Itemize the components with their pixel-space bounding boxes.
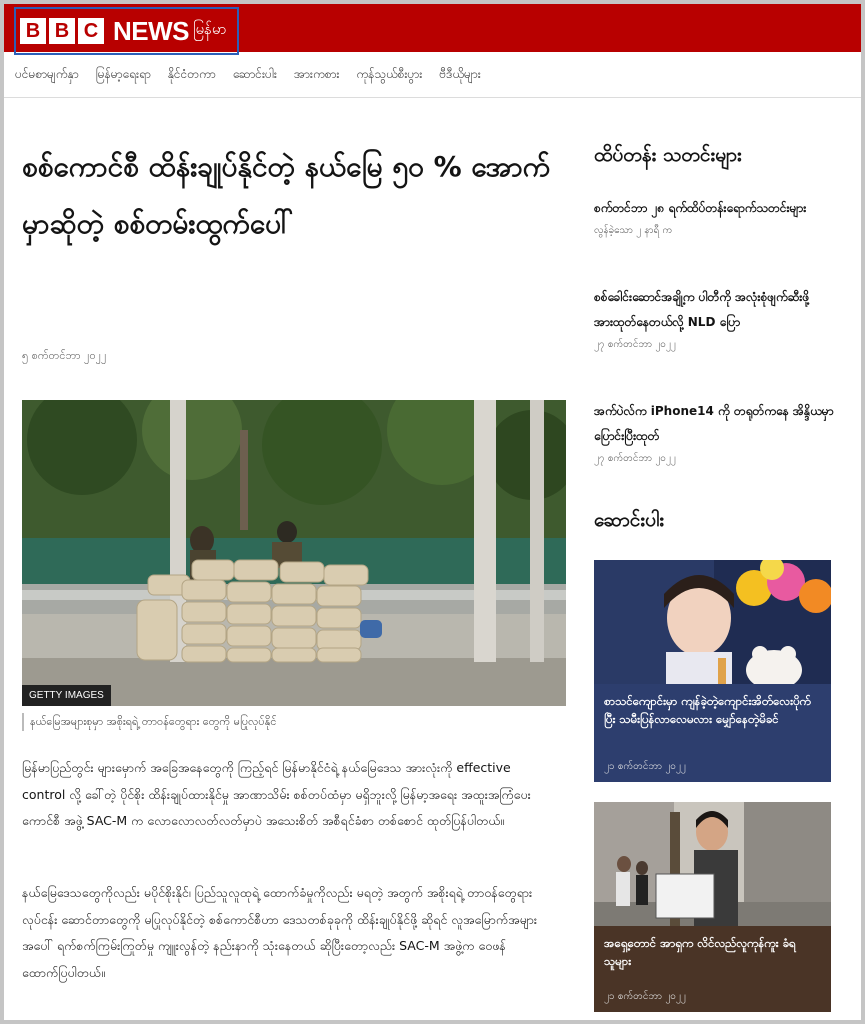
top-story-title[interactable]: စက်တင်ဘာ ၂၈ ရက်ထိပ်တန်းရောက်သတင်းများ — [594, 201, 807, 215]
top-story-title[interactable]: အက်ပဲလ်က iPhone14 ကို တရုတ်ကနေ အိန္ဒိယမှာ ပြောင်းပြီးထုတ် — [594, 404, 834, 443]
top-story-date: ၂၇ စက်တင်ဘာ ၂၀၂၂ — [594, 453, 676, 464]
bbc-news-logo-link[interactable] — [14, 7, 239, 55]
feature-card-date: ၂၁ စက်တင်ဘာ ၂၀၂၂ — [604, 761, 686, 772]
language-label: မြန်မာ — [193, 20, 227, 38]
nav-item-videos[interactable]: ဗီဒီယိုများ — [439, 66, 481, 81]
nav-item-business[interactable]: ကုန်သွယ်စီးပွား — [356, 66, 423, 81]
feature-card-title[interactable]: အရှေ့တောင် အာရှက လိင်လည်လူကုန်ကူး ခံရသူများ — [604, 936, 796, 968]
nav-item-home[interactable]: ပင်မစာမျက်နှာ — [15, 66, 79, 81]
top-story-title[interactable]: စစ်ခေါင်းဆောင်အချို့က ပါတီကို အလုံးစုံဖျက်ဆီးဖို့ အားထုတ်နေတယ်လို့ NLD ပြော — [594, 290, 810, 329]
article-paragraph: နယ်မြေဒေသတွေကိုလည်း မပိုင်စိုးနိုင်၊ ပြည်သူလူထုရဲ့ ထောက်ခံမှုကိုလည်း မရတဲ့ အတွက် အစိုးရရဲ့ တာဝန်တွေရား လုပ်ငန်း ဆောင်တာတွေကို မပြုလုပ်နိုင်တဲ့ စစ်ကောင်စီဟာ ဒေသတစ်ခုခုကို ထိန်းချုပ်နိုင်ဖို့ ဆိုရင် လူအမြောက်အများ အပေါ် ရက်စက်ကြမ်းကြုတ်မှု ကျူးလွန်တဲ့ နည်းနာကို သုံးနေတယ် ဆိုပြီးတော့လည်း SAC-M အဖွဲ့က ဝေဖန် ထောက်ပြပါတယ်။ — [22, 885, 538, 980]
top-story-item[interactable] — [594, 285, 834, 352]
article-paragraph: မြန်မာပြည်တွင်း များမှောက် အခြေအနေတွေကို ကြည့်ရင် မြန်မာနိုင်ငံရဲ့ နယ်မြေဒေသ အားလုံးကို effective control လို့ ခေါ်တဲ့ ပိုင်စိုး ထိန်းချုပ်ထားနိုင်မှု အာဏာသိမ်း စစ်တပ်ထံမှာ မရှိဘူးလို့ မြန်မာ့အရေး အထူးအကြံပေး ကောင်စီ အဖွဲ့ SAC-M က လောလောလတ်လတ်မှာပဲ အသေးစိတ် အစီရင်ခံစာ တစ်စောင် ထုတ်ပြန်ပါတယ်။ — [22, 760, 531, 828]
image-caption: နယ်မြေအများစုမှာ အစိုးရရဲ့ တာဝန်တွေရား တွေကို မပြုလုပ်နိုင် — [22, 713, 566, 731]
image-credit: GETTY IMAGES — [22, 685, 111, 706]
bbc-logo-block: B — [49, 18, 75, 44]
feature-card-date: ၂၁ စက်တင်ဘာ ၂၀၂၂ — [604, 991, 686, 1002]
feature-card[interactable] — [594, 560, 831, 782]
bbc-logo-block: B — [20, 18, 46, 44]
feature-card-panel — [594, 684, 831, 782]
article-hero-image — [22, 400, 566, 706]
news-wordmark: NEWS — [113, 15, 189, 46]
nav-item-features[interactable]: ဆောင်းပါး — [232, 66, 277, 81]
features-heading: ဆောင်းပါး — [594, 509, 665, 531]
top-story-item[interactable] — [594, 399, 834, 466]
top-story-date: လွန်ခဲ့သော ၂ နာရီ က — [594, 225, 673, 236]
article-headline: စစ်ကောင်စီ ထိန်းချုပ်နိုင်တဲ့ နယ်မြေ ၅၀ % အောက်မှာဆိုတဲ့ စစ်တမ်းထွက်ပေါ် — [22, 150, 551, 240]
top-story-date: ၂၇ စက်တင်ဘာ ၂၀၂၂ — [594, 339, 676, 350]
top-stories-heading: ထိပ်တန်း သတင်းများ — [594, 144, 742, 166]
bbc-logo-block: C — [78, 18, 104, 44]
main-navigation — [4, 52, 861, 98]
nav-item-myanmar[interactable]: မြန်မာ့ရေးရာ — [95, 66, 151, 81]
nav-item-world[interactable]: နိုင်ငံတကာ — [167, 66, 216, 81]
protester-street-photo — [594, 802, 831, 926]
top-story-item[interactable] — [594, 196, 834, 238]
nav-item-sport[interactable]: အားကစား — [293, 66, 340, 81]
sandbag-checkpoint-photo — [22, 400, 566, 706]
feature-card-title[interactable]: စာသင်ကျောင်းမှာ ကျန်ခဲ့တဲ့ကျောင်းအိတ်လေးပိုက်ပြီး သမီးပြန်လာလေမလား မျှော်နေတဲ့မိခင် — [604, 694, 811, 726]
child-portrait-photo — [594, 560, 831, 684]
masthead — [4, 4, 861, 52]
feature-card[interactable] — [594, 802, 831, 1012]
feature-card-panel — [594, 926, 831, 1012]
article-date: ၅ စက်တင်ဘာ ၂၀၂၂ — [22, 349, 107, 362]
